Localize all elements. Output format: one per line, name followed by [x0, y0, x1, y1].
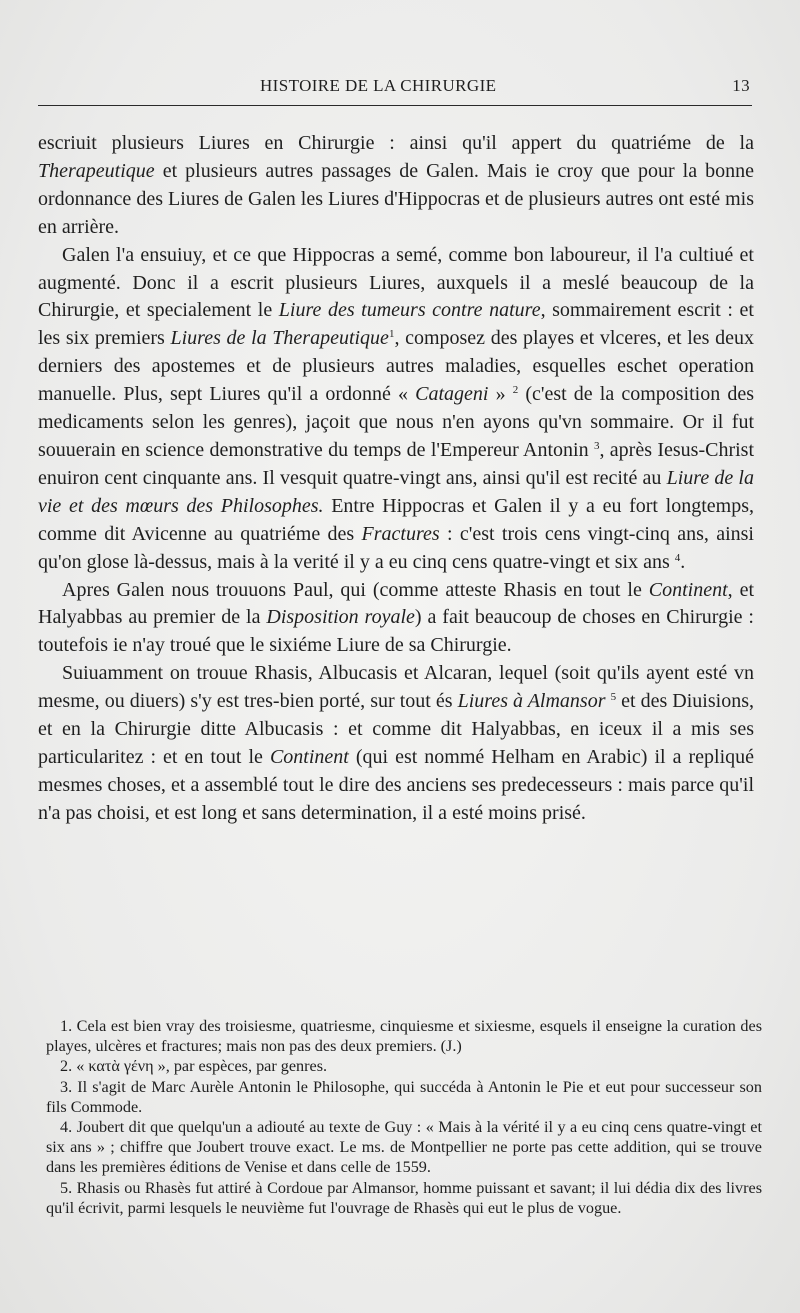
- text-run: et plusieurs autres passages de Galen. Mais ie croy que pour la bonne ordonnance des Liures de Galen les Liures d'Hippocras et de plusieurs autres ont esté mis en arrière.: [38, 159, 754, 238]
- text-run: , après Iesus-Christ enuiron cent cinquante ans. Il vesquit quatre-vingt ans, ainsi qu'il est recité au: [38, 438, 755, 489]
- footnote-ref: 2: [512, 384, 519, 397]
- paragraph: [38, 242, 754, 577]
- running-header: [38, 76, 752, 106]
- text-run: Suiuamment on trouue Rhasis, Albucasis et Alcaran, lequel (soit qu'ils ayent esté vn mesme, ou diuers) s'y est tres-bien porté, sur tout és: [38, 662, 754, 713]
- footnote: 1. Cela est bien vray des troisiesme, quatriesme, cinquiesme et sixiesme, esquels il enseigne la curation des playes, ulcères et fractures; mais non pas des deux premiers. (J.): [46, 1017, 762, 1056]
- text-run: , et Halyabbas au premier de la: [38, 578, 755, 629]
- italic-title: Liure de la vie et des mœurs des Philosophes.: [38, 466, 754, 517]
- text-run: , composez des playes et vlceres, et les deux derniers des apostemes et de plusieurs autres maladies, esquelles eschet operation manuelle. Plus, sept Liures qu'il a ordonné «: [38, 327, 754, 406]
- footnote: 2. « κατὰ γένη », par espèces, par genres.: [60, 1057, 328, 1076]
- text-run: Galen l'a ensuiuy, et ce que Hippocras a semé, comme bon laboureur, il l'a cultiué et augmenté. Donc il a escrit plusieurs Liures, auxquels il a meslé beaucoup de la Chirurgie, et specialement le: [38, 243, 754, 322]
- footnotes: [46, 1016, 762, 1218]
- footnote: 4. Joubert dit que quelqu'un a adiouté au texte de Guy : « Mais à la vérité il y a eu cinq cens quatre-vingt et six ans » ; chiffre que Joubert trouve exact. Le ms. de Montpellier ne porte pas cette addition, qui se trouve dans les premières éditions de Venise et dans celle de 1559.: [46, 1118, 762, 1177]
- footnote-ref: 3: [593, 439, 600, 452]
- italic-title: Catageni: [415, 383, 489, 406]
- footnote-ref: 4: [674, 551, 681, 564]
- paragraph: [38, 577, 754, 661]
- text-run: (qui est nommé Helham en Arabic) il a repliqué mesmes choses, et a assemblé tout le dire des anciens ses predecesseurs : mais parce qu'il n'a pas choisi, et est long et sans determination, il a esté moins prisé.: [38, 745, 754, 824]
- text-run: escriuit plusieurs Liures en Chirurgie : ainsi qu'il appert du quatriéme de la: [38, 132, 754, 154]
- header-rule: [38, 105, 752, 106]
- footnote-ref: 1: [388, 328, 395, 341]
- paragraph: [38, 660, 754, 827]
- italic-title: Continent: [648, 578, 728, 601]
- page-number: 13: [732, 76, 750, 95]
- text-run: , sommairement escrit : et les six premiers: [38, 299, 754, 350]
- footnote-ref: 5: [610, 691, 617, 704]
- text-run: Entre Hippocras et Galen il y a eu fort longtemps, comme dit Avicenne au quatriéme des: [38, 494, 754, 545]
- italic-title: Therapeutique: [38, 159, 155, 182]
- text-run: »: [488, 383, 513, 406]
- text-run: .: [680, 550, 686, 573]
- italic-title: Fractures: [361, 522, 440, 545]
- italic-title: Liures à Almansor: [457, 690, 606, 713]
- text-run: Apres Galen nous trouuons Paul, qui (comme atteste Rhasis en tout le: [62, 578, 649, 601]
- italic-title: Continent: [269, 745, 349, 768]
- italic-title: Liure des tumeurs contre nature: [278, 299, 541, 322]
- text-run: (c'est de la composition des medicaments selon les genres), jaçoit que nous n'en ayons qu'vn sommaire. Or il fut souuerain en science demonstrative du temps de l'Empereur Antonin: [38, 383, 754, 461]
- italic-title: Disposition royale: [266, 606, 415, 629]
- text-run: : c'est trois cens vingt-cinq ans, ainsi qu'on glose là-dessus, mais à la verité il y a eu cinq cens quatre-vingt et six ans: [38, 522, 754, 573]
- paragraph: [38, 130, 754, 242]
- text-run: et des Diuisions, et en la Chirurgie ditte Albucasis : et comme dit Halyabbas, en iceux il a mis ses particularitez : et en tout le: [38, 690, 754, 768]
- italic-title: Liures de la Therapeutique: [170, 327, 389, 350]
- text-run: ) a fait beaucoup de choses en Chirurgie : toutefois ie n'ay troué que le sixiéme Liure de sa Chirurgie.: [38, 606, 754, 657]
- footnote: 5. Rhasis ou Rhasès fut attiré à Cordoue par Almansor, homme puissant et savant; il lui dédia dix des livres qu'il écrivit, parmi lesquels le neuvième fut l'ouvrage de Rhasès qui eut le plus de vogue.: [46, 1178, 762, 1217]
- running-header-title: HISTOIRE DE LA CHIRURGIE: [260, 76, 497, 95]
- footnote: 3. Il s'agit de Marc Aurèle Antonin le Philosophe, qui succéda à Antonin le Pie et eut pour successeur son fils Commode.: [46, 1077, 762, 1116]
- main-text: [38, 130, 754, 828]
